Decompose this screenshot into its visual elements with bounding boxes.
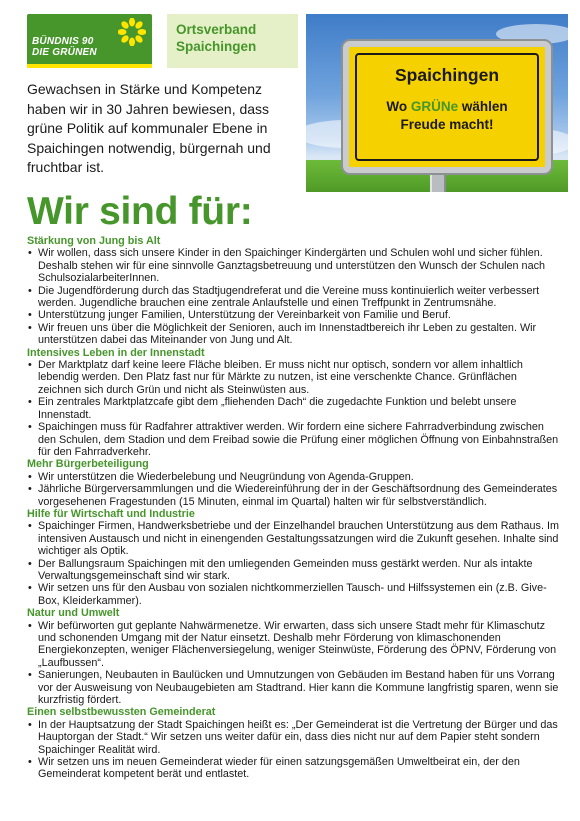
sign-slogan-after: wählen (458, 99, 508, 114)
logo-bar (27, 64, 152, 68)
sunflower-icon (118, 18, 146, 46)
bullet-list (27, 520, 562, 607)
section (27, 235, 562, 347)
list-item: • Der Ballungsraum Spaichingen mit den umliegenden Gemeinden muss gestärkt werden. Nur als intakte Verwaltungsgemeinschaft sind wir stark. (27, 558, 562, 583)
sign-place-name: Spaichingen (394, 65, 500, 85)
sign-slogan-line2: Freude macht! (400, 117, 494, 132)
section-title: Einen selbstbewussten Gemeinderat (27, 706, 216, 719)
list-item: • Sanierungen, Neubauten in Baulücken und Umnutzungen von Gebäuden im Bestand haben für uns Vorrang vor der Ausweisung von Neubaugebieten am Stadtrand. Hier kann die Kommune langfristig sparen, wenn sie kurzfristig fördert. (27, 669, 562, 706)
list-item: • Spaichingen muss für Radfahrer attraktiver werden. Wir fordern eine sichere Fahrradverbindung zwischen den Schulen, dem Stadion und dem Freibad sowie die Prüfung einer möglichen Öffnung von Einbahnstraßen für den Fahrradverkehr. (27, 421, 562, 458)
list-item: • Der Marktplatz darf keine leere Fläche bleiben. Er muss nicht nur optisch, sondern vor allem inhaltlich lebendig werden. Den Platz fast nur für Märkte zu nutzen, ist eine verschenkte Chance. Grünflächen zeichnen sich durch Grün und nicht als Steinwüsten aus. (27, 359, 562, 396)
list-item: • Spaichinger Firmen, Handwerksbetriebe und der Einzelhandel brauchen Unterstützung aus dem Rathaus. Im intensiven Austausch und nicht in einengenden Gestaltungssatzungen wird die Zukunft gesehen. Inhalte sind wichtiger als Optik. (27, 520, 562, 557)
bullet-list (27, 620, 562, 707)
bullet-list (27, 719, 562, 781)
section (27, 508, 562, 607)
ortsverband-place: Spaichingen (176, 39, 257, 54)
ortsverband-label: Ortsverband (176, 22, 257, 37)
sign-slogan-green: GRÜNe (410, 99, 459, 114)
list-item: • Wir befürworten gut geplante Nahwärmenetze. Wir erwarten, dass sich unsere Stadt mehr für Klimaschutz und schonenden Umgang mit der Natur einsetzt. Deshalb mehr Förderung von klimaschonenden Energiekonzepten, weniger Flächenversiegelung, weniger Steinwüste, Förderung des ÖPNV, Förderung von „Laufbussen“. (27, 620, 562, 670)
list-item: • Wir freuen uns über die Möglichkeit der Senioren, auch im Innenstadtbereich ihr Leben zu gestalten. Wir unterstützen dabei das Miteinander von Jung und Alt. (27, 322, 562, 347)
party-logo (27, 14, 152, 68)
logo-text-line1: BÜNDNIS 90 (32, 36, 94, 47)
town-sign-photo (306, 14, 568, 192)
list-item: • Die Jugendförderung durch das Stadtjugendreferat und die Vereine muss kontinuierlich weiter verbessert werden. Jugendliche brauchen eine zentrale Anlaufstelle und einen Treffpunkt in Zentrumsnähe. (27, 285, 562, 310)
logo-text-line2: DIE GRÜNEN (32, 47, 97, 58)
bullet-list (27, 471, 562, 508)
sign-slogan-before: Wo (386, 99, 411, 114)
section-title: Mehr Bürgerbeteiligung (27, 458, 149, 471)
section (27, 347, 562, 459)
section-title: Stärkung von Jung bis Alt (27, 235, 161, 247)
bullet-list (27, 247, 562, 346)
list-item: • Wir wollen, dass sich unsere Kinder in den Spaichinger Kindergärten und Schulen wohl und sicher fühlen. Deshalb stehen wir für eine sinnvolle Ganztagsbetreuung und unterstützen den Wunsch der Schulen nach SchulsozialarbeiterInnen. (27, 247, 562, 284)
town-sign (343, 41, 551, 173)
sign-slogan-line1 (349, 99, 545, 114)
section-title: Hilfe für Wirtschaft und Industrie (27, 507, 195, 520)
list-item: • Wir unterstützen die Wiederbelebung und Neugründung von Agenda-Gruppen. (27, 471, 562, 483)
list-item: • Wir setzen uns im neuen Gemeinderat wieder für einen satzungsgemäßen Umweltbeirat ein, der den Gemeinderat kompetent berät und entlastet. (27, 756, 562, 781)
list-item: • Jährliche Bürgerversammlungen und die Wiedereinführung der in der Geschäftsordnung des Gemeinderates vorgesehenen Fragestunden (15 Minuten, einmal im Quartal) halten wir für selbstverständlich. (27, 483, 562, 508)
list-item: • In der Hauptsatzung der Stadt Spaichingen heißt es: „Der Gemeinderat ist die Vertretung der Bürger und das Hauptorgan der Stadt.“ Wir setzen uns weiter dafür ein, dass dies nicht nur auf dem Papier steht sondern Spaichinger Realität wird. (27, 719, 562, 756)
bullet-list (27, 359, 562, 458)
ortsverband-box (167, 14, 298, 68)
intro-text: Gewachsen in Stärke und Kompetenz haben wir in 30 Jahren bewiesen, dass grüne Politik auf kommunaler Ebene in Spaichingen notwendig, bürgernah und fruchtbar ist. (27, 81, 271, 176)
section-title: Natur und Umwelt (27, 607, 120, 620)
program-content (27, 235, 562, 781)
list-item: • Ein zentrales Marktplatzcafe gibt dem „fliehenden Dach“ die zugedachte Funktion und belebt unsere Innenstadt. (27, 396, 562, 421)
list-item: • Wir setzen uns für den Ausbau von sozialen nichtkommerziellen Tausch- und Hilfssystemen ein (z.B. Give-Box, Kleiderkammer). (27, 582, 562, 607)
list-item: • Unterstützung junger Familien, Unterstützung der Vereinbarkeit von Familie und Beruf. (27, 309, 562, 321)
section (27, 458, 562, 508)
section (27, 706, 562, 780)
section-title: Intensives Leben in der Innenstadt (27, 346, 205, 359)
headline: Wir sind für: (27, 190, 253, 233)
section (27, 607, 562, 706)
